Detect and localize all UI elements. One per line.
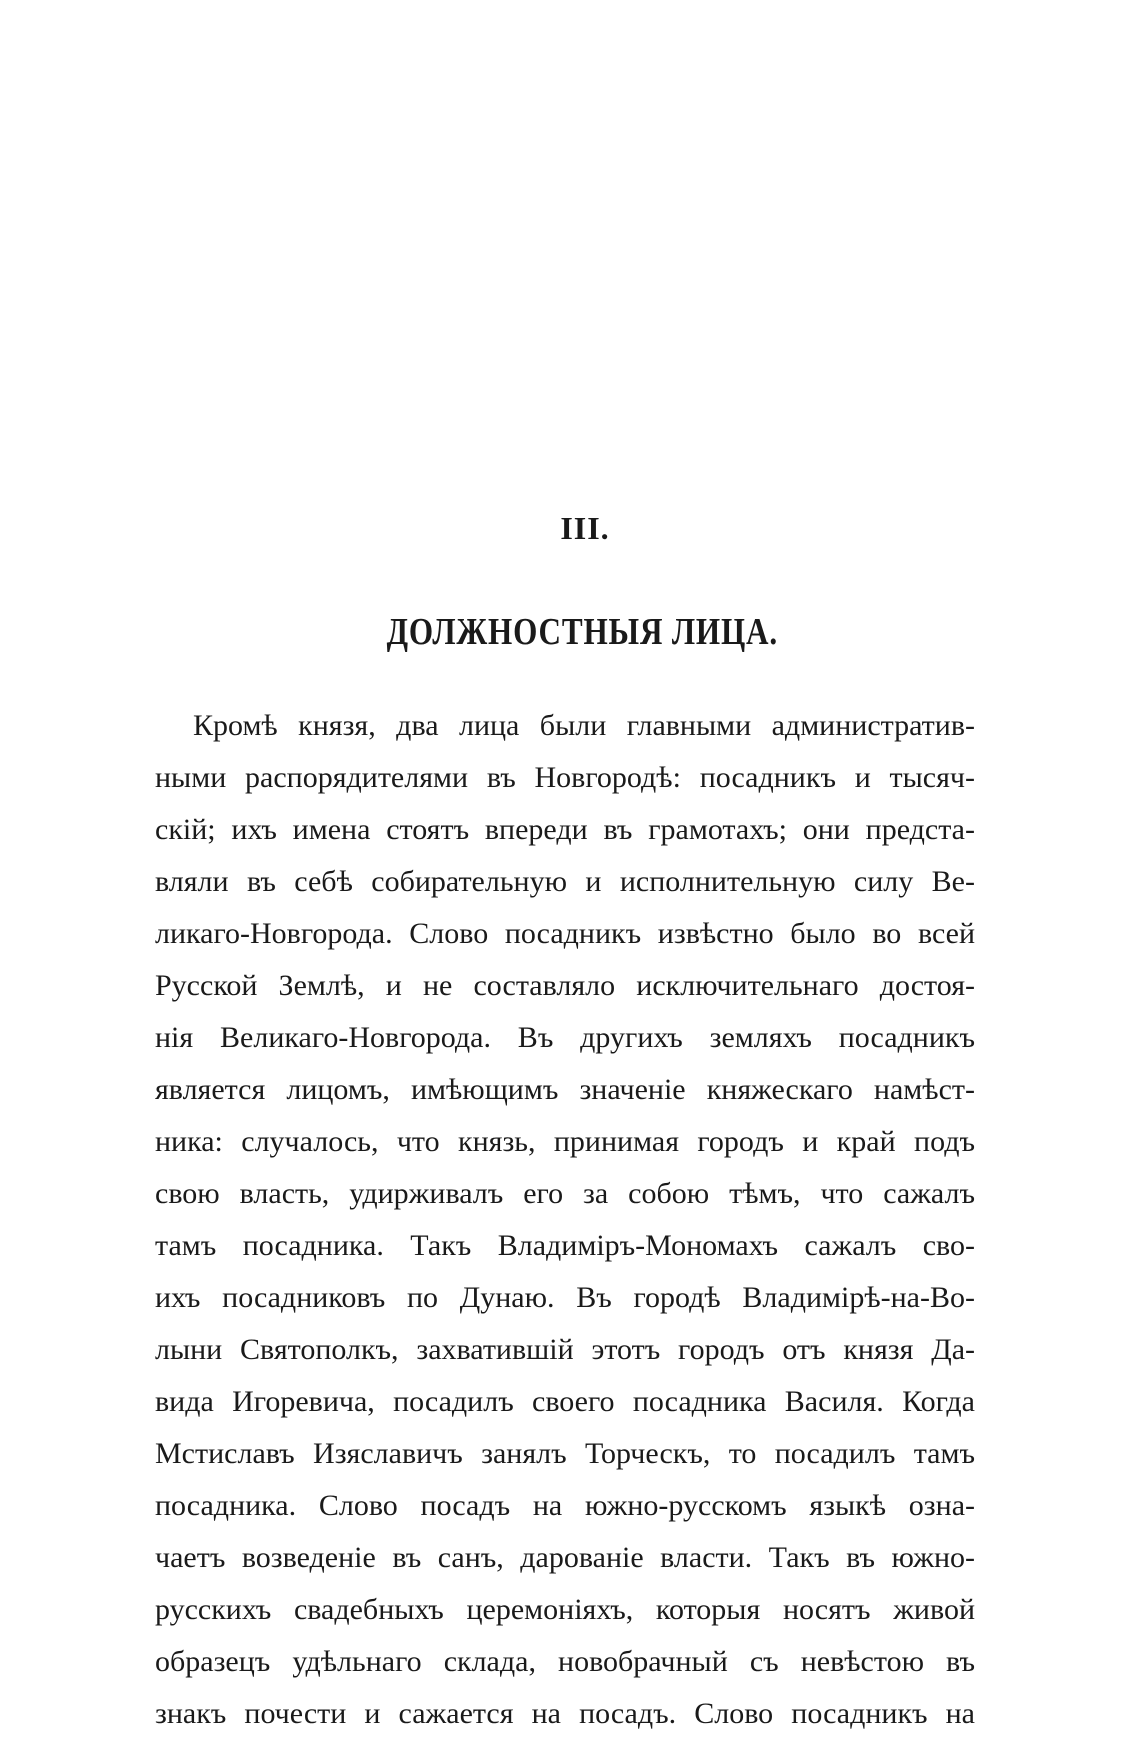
- text-line: тамъ посадника. Такъ Владиміръ-Мономахъ сажалъ сво-: [155, 1229, 975, 1262]
- text-line: знакъ почести и сажается на посадъ. Слово посадникъ на: [155, 1697, 975, 1730]
- text-line: чаетъ возведеніе въ санъ, дарованіе власти. Такъ въ южно-: [155, 1541, 975, 1574]
- text-line: нія Великаго-Новгорода. Въ другихъ земляхъ посадникъ: [155, 1021, 975, 1054]
- text-line: свою власть, удирживалъ его за собою тѣмъ, что сажалъ: [155, 1177, 975, 1210]
- text-line: Русской Землѣ, и не составляло исключительнаго достоя-: [155, 969, 975, 1002]
- chapter-title: ДОЛЖНОСТНЫЯ ЛИЦА.: [386, 611, 778, 653]
- text-line: ликаго-Новгорода. Слово посадникъ извѣстно было во всей: [155, 917, 975, 950]
- chapter-number: III.: [560, 510, 610, 546]
- text-line: посадника. Слово посадъ на южно-русскомъ языкѣ озна-: [155, 1489, 975, 1522]
- text-line: Мстиславъ Изяславичъ занялъ Торческъ, то посадилъ тамъ: [155, 1437, 975, 1470]
- text-line: ника: случалось, что князь, принимая городъ и край подъ: [155, 1125, 975, 1158]
- text-line: образецъ удѣльнаго склада, новобрачный съ невѣстою въ: [155, 1645, 975, 1678]
- text-line: лыни Святополкъ, захватившій этотъ городъ отъ князя Да-: [155, 1333, 975, 1366]
- text-line: скій; ихъ имена стоятъ впереди въ грамотахъ; они предста-: [155, 813, 975, 846]
- text-line: вляли въ себѣ собирательную и исполнительную силу Ве-: [155, 865, 975, 898]
- body-paragraph: [155, 700, 975, 1740]
- text-line: вида Игоревича, посадилъ своего посадника Василя. Когда: [155, 1385, 975, 1418]
- text-line: русскихъ свадебныхъ церемоніяхъ, которыя носятъ живой: [155, 1593, 975, 1626]
- text-line: ными распорядителями въ Новгородѣ: посадникъ и тысяч-: [155, 761, 975, 794]
- text-line: является лицомъ, имѣющимъ значеніе княжескаго намѣст-: [155, 1073, 975, 1106]
- text-line: ихъ посадниковъ по Дунаю. Въ городѣ Владимірѣ-на-Во-: [155, 1281, 975, 1314]
- text-line: Кромѣ князя, два лица были главными административ-: [193, 709, 975, 742]
